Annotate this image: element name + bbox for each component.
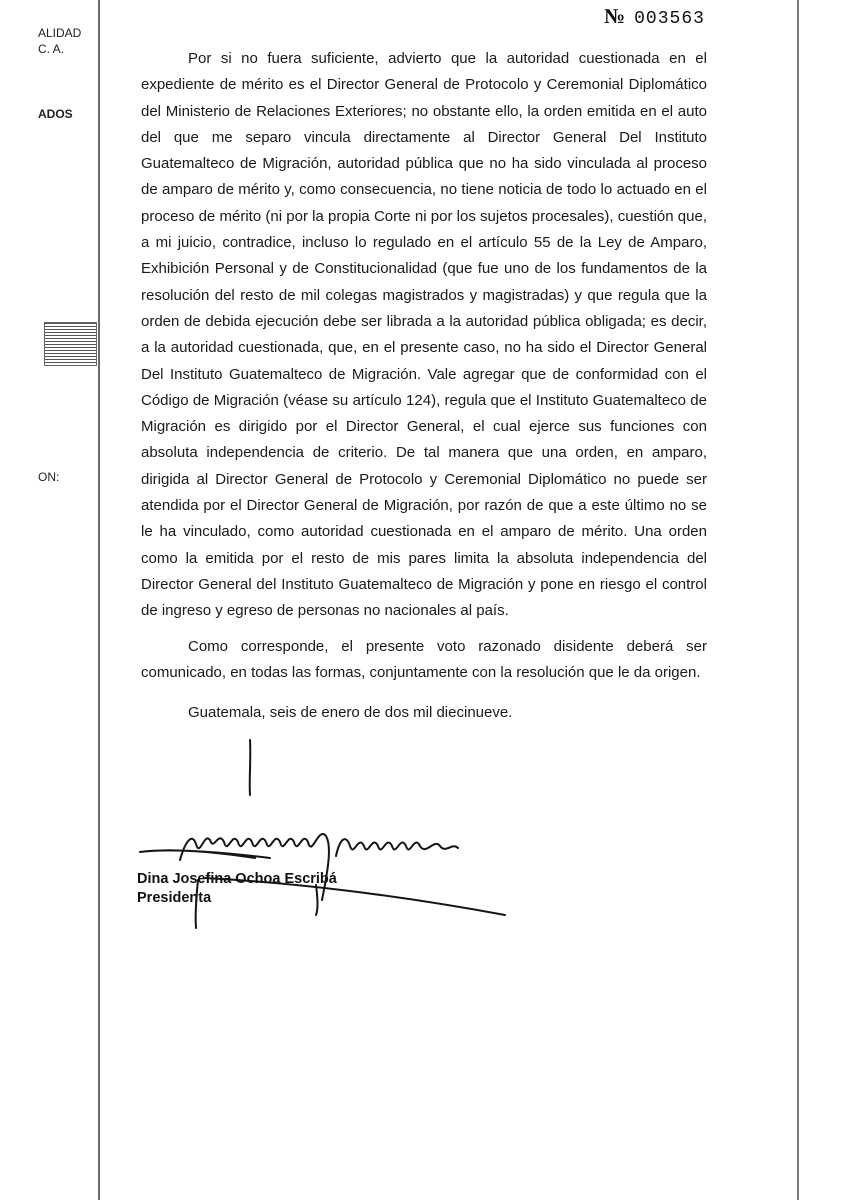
margin-stub-text-1: ALIDAD bbox=[38, 26, 82, 40]
body-paragraph-date: Guatemala, seis de enero de dos mil diecinueve. bbox=[188, 704, 513, 721]
number-symbol: № bbox=[604, 4, 627, 28]
left-margin-rule bbox=[98, 0, 100, 1200]
right-margin-rule bbox=[797, 0, 799, 1200]
document-number bbox=[604, 4, 705, 29]
margin-stub-text-3: ON: bbox=[38, 470, 60, 484]
margin-stub-text-2: C. A. bbox=[38, 42, 65, 56]
signatory-title: Presidenta bbox=[137, 890, 212, 906]
signatory-block bbox=[137, 870, 337, 908]
margin-hatch-mark bbox=[44, 322, 97, 366]
body-paragraph-1: Por si no fuera suficiente, advierto que la autoridad cuestionada en el expediente de mérito es el Director General de Protocolo y Ceremonial Diplomático del Ministerio de Relaciones Exteriores; no obstante ello, la orden emitida en el auto del que me separo vincula directamente al Director General Del Instituto Guatemalteco de Migración, autoridad pública que no ha sido vinculada al proceso de amparo de mérito y, como consecuencia, no tiene noticia de todo lo actuado en el proceso de mérito (ni por la propia Corte ni por los sujetos procesales), cuestión que, a mi juicio, contradice, incluso lo regulado en el artículo 55 de la Ley de Amparo, Exhibición Personal y de Constitucionalidad (que fue uno de los fundamentos de la resolución del resto de mil colegas magistrados y magistradas) y que regula que la orden de debida ejecución debe ser librada a la autoridad pública obligada; es decir, a la autoridad cuestionada, que, en el presente caso, no ha sido el Director General Del Instituto Guatemalteco de Migración. Vale agregar que de conformidad con el Código de Migración (véase su artículo 124), regula que el Instituto Guatemalteco de Migración es dirigido por el Director General, el cual ejerce sus funciones con absoluta independencia de criterio. De tal manera que una orden, en amparo, dirigida al Director General de Protocolo y Ceremonial Diplomático no puede ser atendida por el Director General de Migración, por razón de que a este último no se le ha vinculado, como autoridad cuestionada en el amparo de mérito. Una orden como la emitida por el resto de mis pares limita la absoluta independencia del Director General del Instituto Guatemalteco de Migración y pone en riesgo el control de ingreso y egreso de personas no nacionales al país. bbox=[141, 50, 707, 620]
margin-stub-heading: ADOS bbox=[38, 107, 73, 121]
signatory-name: Dina Josefina Ochoa Escribá bbox=[137, 871, 337, 887]
body-paragraph-2: Como corresponde, el presente voto razonado disidente deberá ser comunicado, en todas las formas, conjuntamente con la resolución que le da origen. bbox=[141, 638, 707, 682]
number-value: 003563 bbox=[634, 9, 705, 29]
